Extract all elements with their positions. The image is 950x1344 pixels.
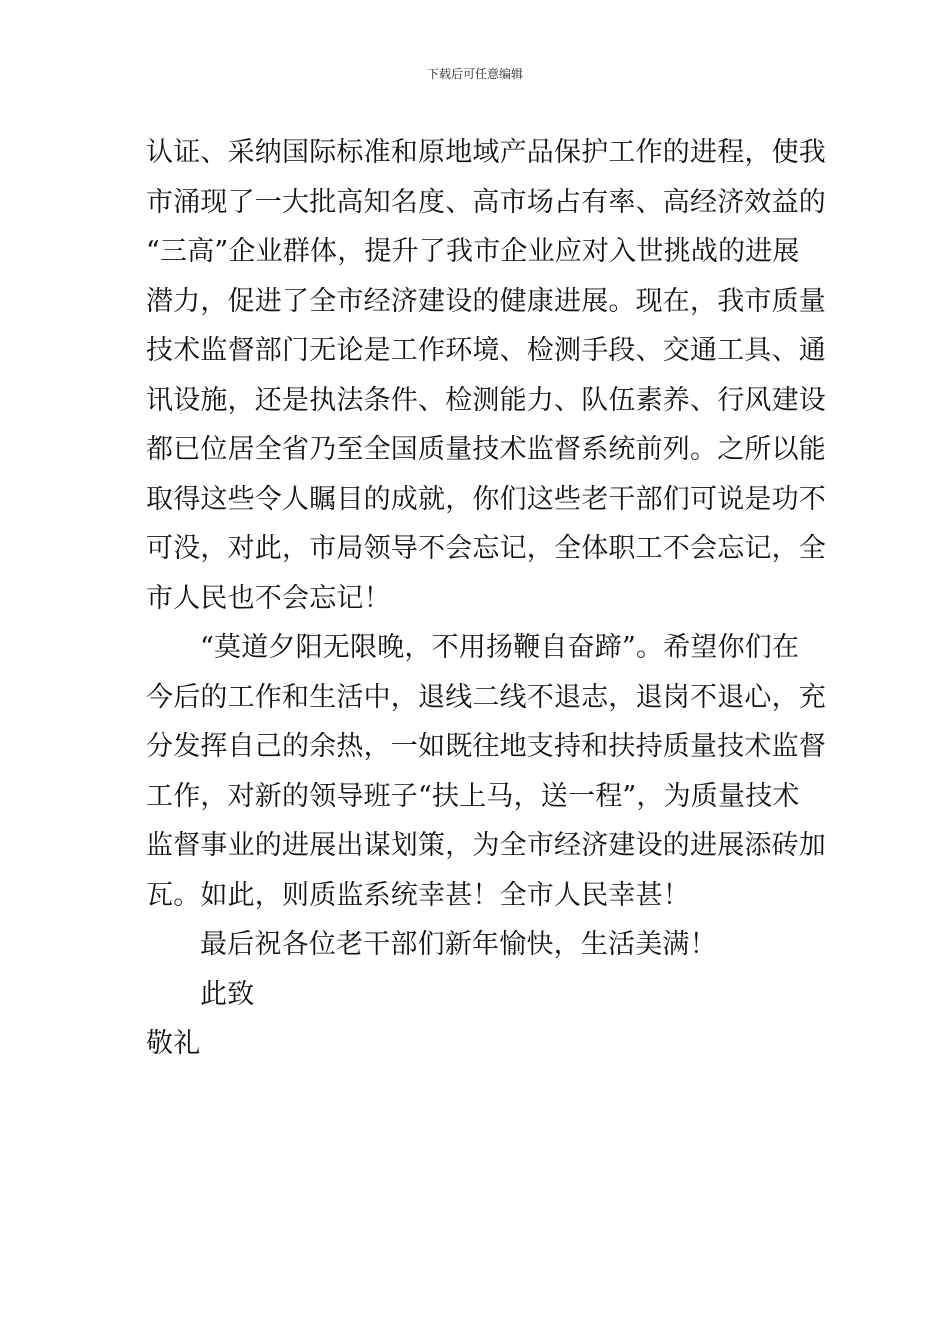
- page-header-note: 下载后可任意编辑: [426, 67, 523, 81]
- text-line: 潜力，促进了全市经济建设的健康进展。现在，我市质量: [146, 285, 826, 317]
- text-line: 市涌现了一大批高知名度、高市场占有率、高经济效益的: [146, 186, 826, 218]
- text-line: 今后的工作和生活中，退线二线不退志，退岗不退心，充: [146, 681, 826, 713]
- letter-body: [146, 128, 826, 1069]
- text-line: 取得这些令人瞩目的成就，你们这些老干部们可说是功不: [146, 483, 826, 515]
- salutation-jingli: 敬礼: [146, 1028, 201, 1059]
- text-line: 讯设施，还是执法条件、检测能力、队伍素养、行风建设: [146, 384, 826, 416]
- text-line: “三高”企业群体，提升了我市企业应对入世挑战的进展: [146, 236, 800, 267]
- salutation-cizhi: 此致: [200, 978, 255, 1010]
- text-line: 可没，对此，市局领导不会忘记，全体职工不会忘记，全: [146, 533, 826, 564]
- text-line: 认证、采纳国际标准和原地域产品保护工作的进程，使我: [146, 137, 826, 168]
- text-line: 都已位居全省乃至全国质量技术监督系统前列。之所以能: [146, 434, 826, 465]
- text-line: 监督事业的进展出谋划策，为全市经济建设的进展添砖加: [146, 830, 826, 861]
- paragraph-start-line: “莫道夕阳无限晚，不用扬鞭自奋蹄”。希望你们在: [200, 632, 800, 663]
- text-line: 分发挥自己的余热，一如既往地支持和扶持质量技术监督: [146, 731, 826, 762]
- text-line: 技术监督部门无论是工作环境、检测手段、交通工具、通: [146, 335, 826, 366]
- text-line: 瓦。如此，则质监系统幸甚！全市人民幸甚！: [146, 879, 690, 911]
- closing-wish: 最后祝各位老干部们新年愉快，生活美满！: [200, 929, 717, 960]
- text-line: 市人民也不会忘记！: [146, 582, 391, 614]
- text-line: 工作，对新的领导班子“扶上马，送一程”，为质量技术: [146, 780, 800, 812]
